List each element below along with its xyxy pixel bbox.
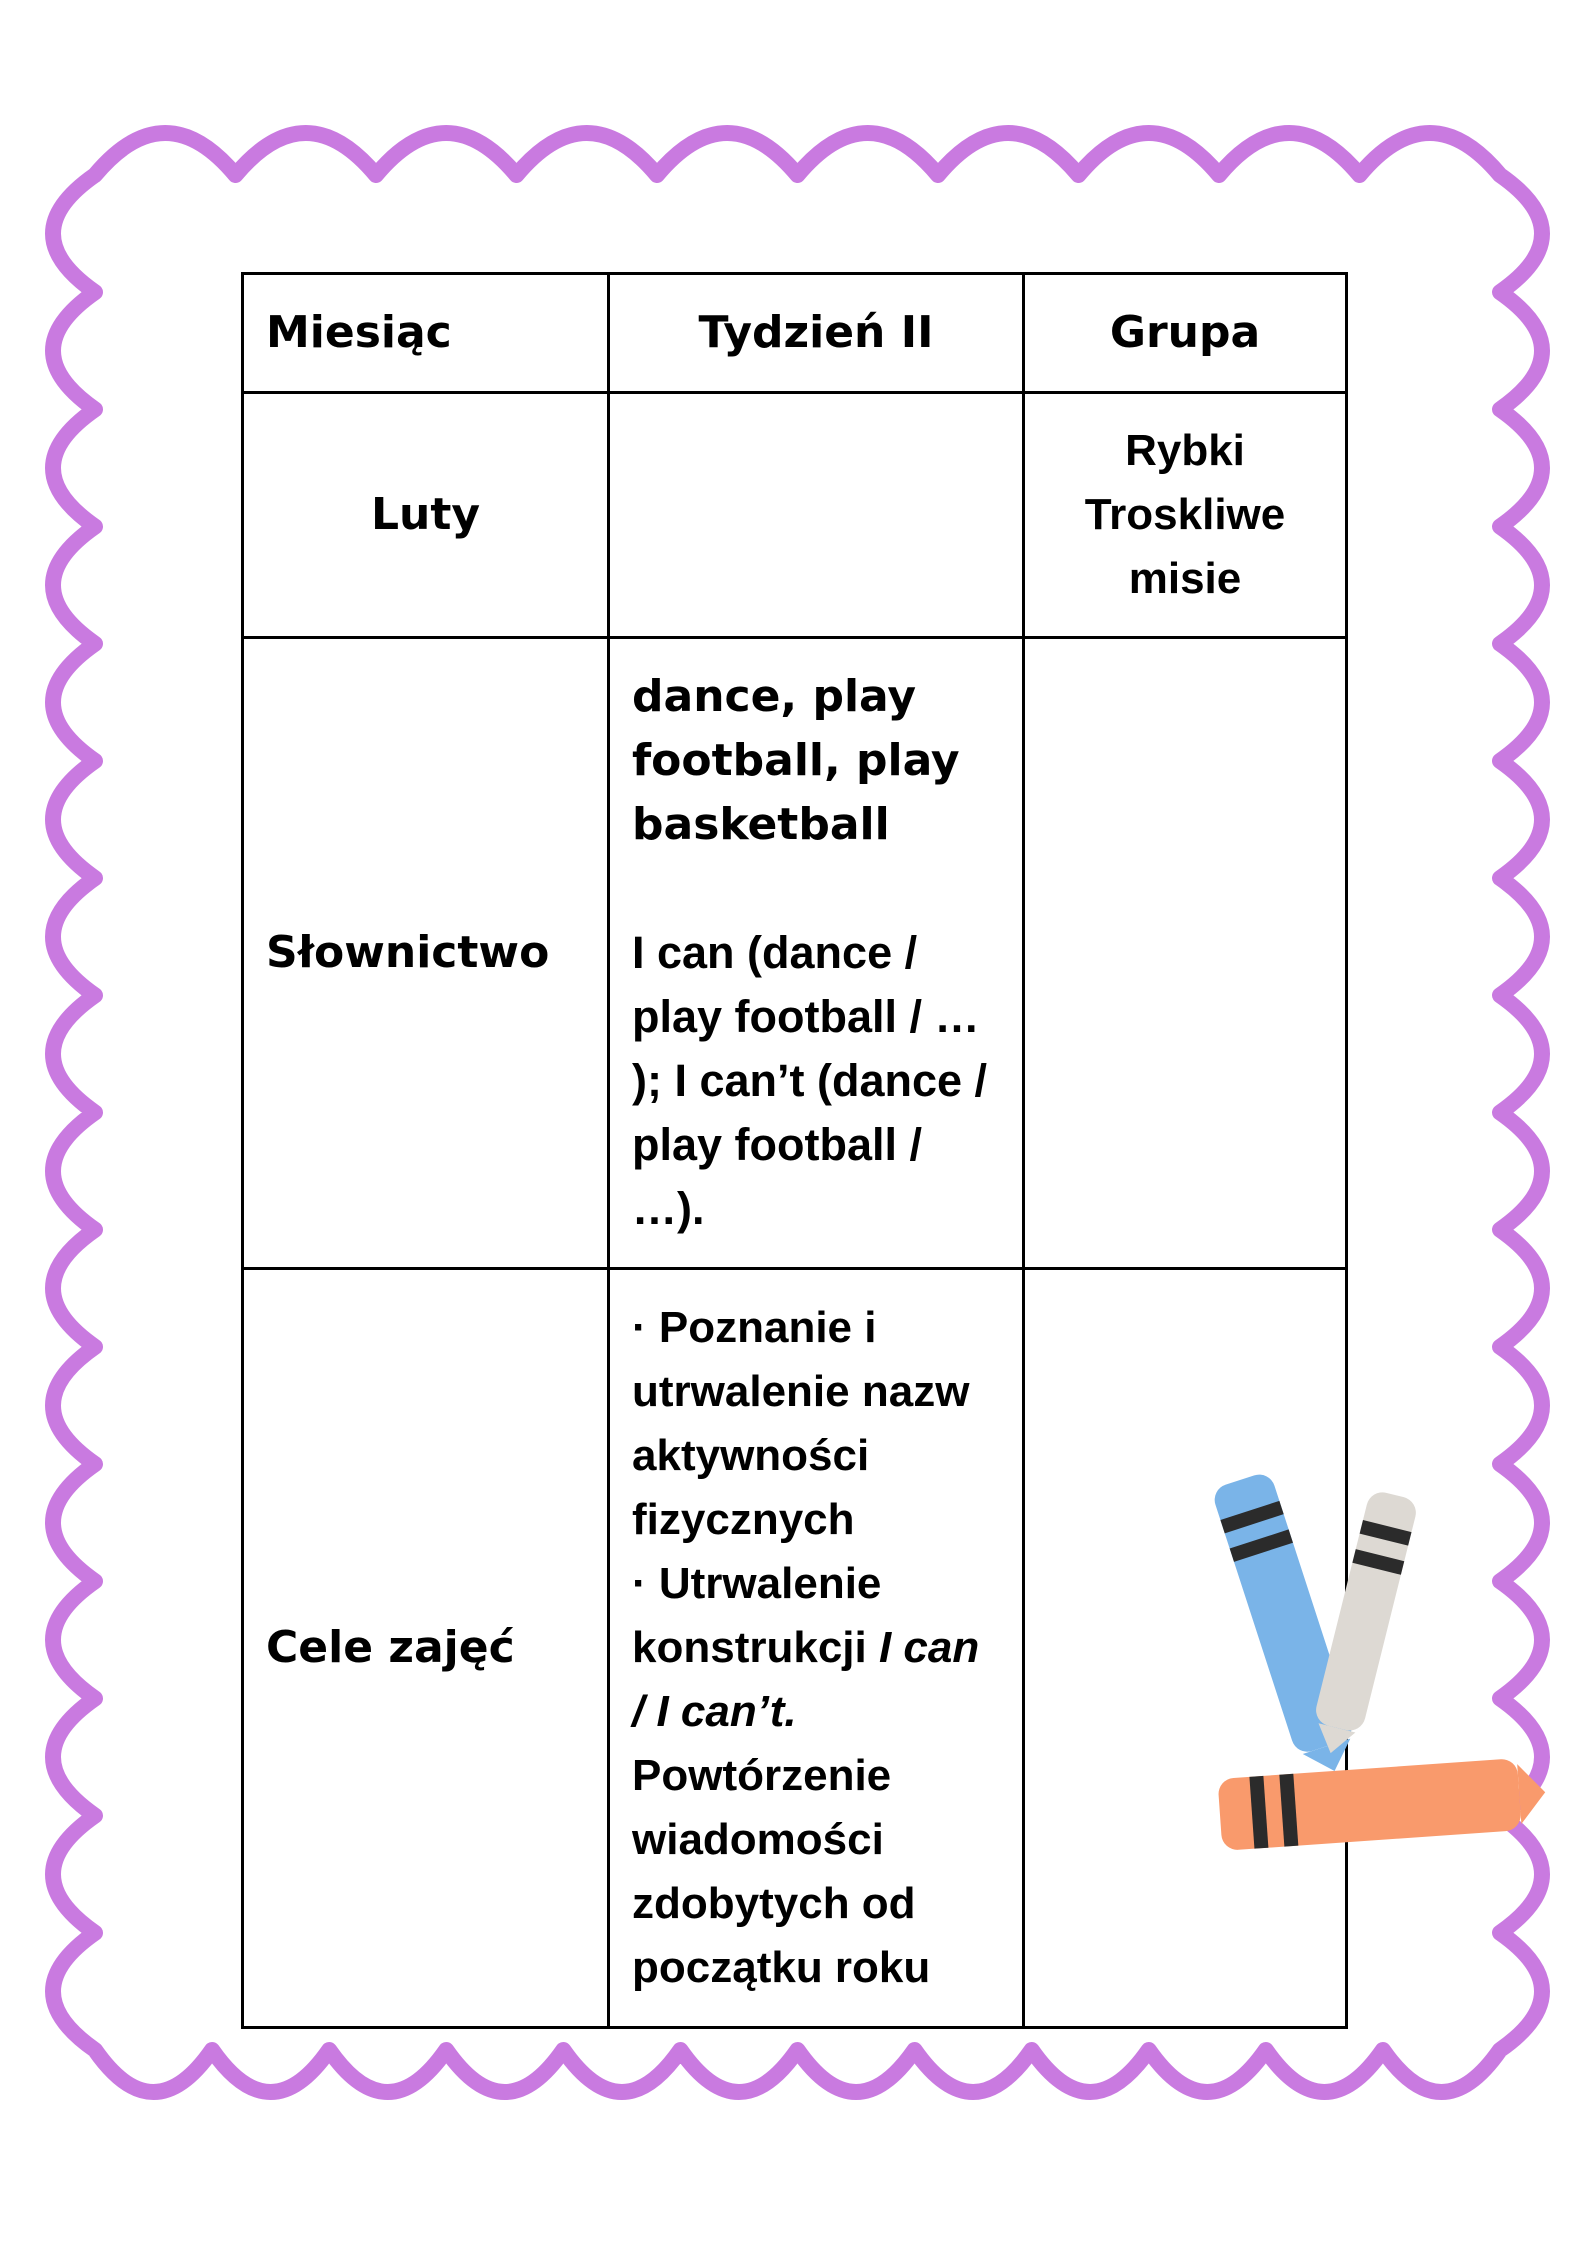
goal-line: · Poznanie i: [632, 1303, 877, 1352]
goal-line: · Utrwalenie: [632, 1559, 882, 1608]
vocabulary-phrase-line: …).: [632, 1183, 705, 1234]
vocabulary-phrase-line: play football / …: [632, 991, 980, 1042]
goals-label: Cele zajęć: [266, 1622, 515, 1673]
group-line: Troskliwe: [1084, 490, 1286, 539]
goal-line: utrwalenie nazw: [632, 1367, 970, 1416]
vocabulary-word-line: football, play: [632, 735, 960, 786]
vocabulary-word-line: dance, play: [632, 671, 917, 722]
group-header: Grupa: [1109, 307, 1261, 358]
goal-text: konstrukcji: [632, 1623, 879, 1672]
month-header: Miesiąc: [266, 307, 452, 358]
week-header: Tydzień II: [698, 307, 934, 358]
goal-italic-text: I can: [878, 1623, 980, 1672]
goal-line: wiadomości: [632, 1815, 884, 1864]
vocabulary-label: Słownictwo: [266, 927, 550, 978]
goal-line: początku roku: [632, 1943, 931, 1992]
month-value: Luty: [370, 489, 481, 540]
vocabulary-phrase-line: play football /: [632, 1119, 923, 1170]
orange-crayon: [1217, 1756, 1547, 1851]
group-line: misie: [1128, 554, 1242, 603]
vocabulary-word-line: basketball: [632, 799, 890, 850]
group-line: Rybki: [1125, 426, 1245, 475]
goal-line: Powtórzenie: [632, 1751, 892, 1800]
vocabulary-phrase-line: I can (dance /: [632, 927, 918, 978]
goal-line: aktywności: [632, 1431, 870, 1480]
goal-line: zdobytych od: [632, 1879, 916, 1928]
gray-crayon: [1306, 1489, 1419, 1759]
crayon-tip: [1517, 1762, 1547, 1824]
vocabulary-phrase-line: ); I can’t (dance /: [632, 1055, 988, 1106]
goal-italic-line: / I can’t.: [632, 1687, 797, 1736]
goal-line: fizycznych: [632, 1495, 855, 1544]
